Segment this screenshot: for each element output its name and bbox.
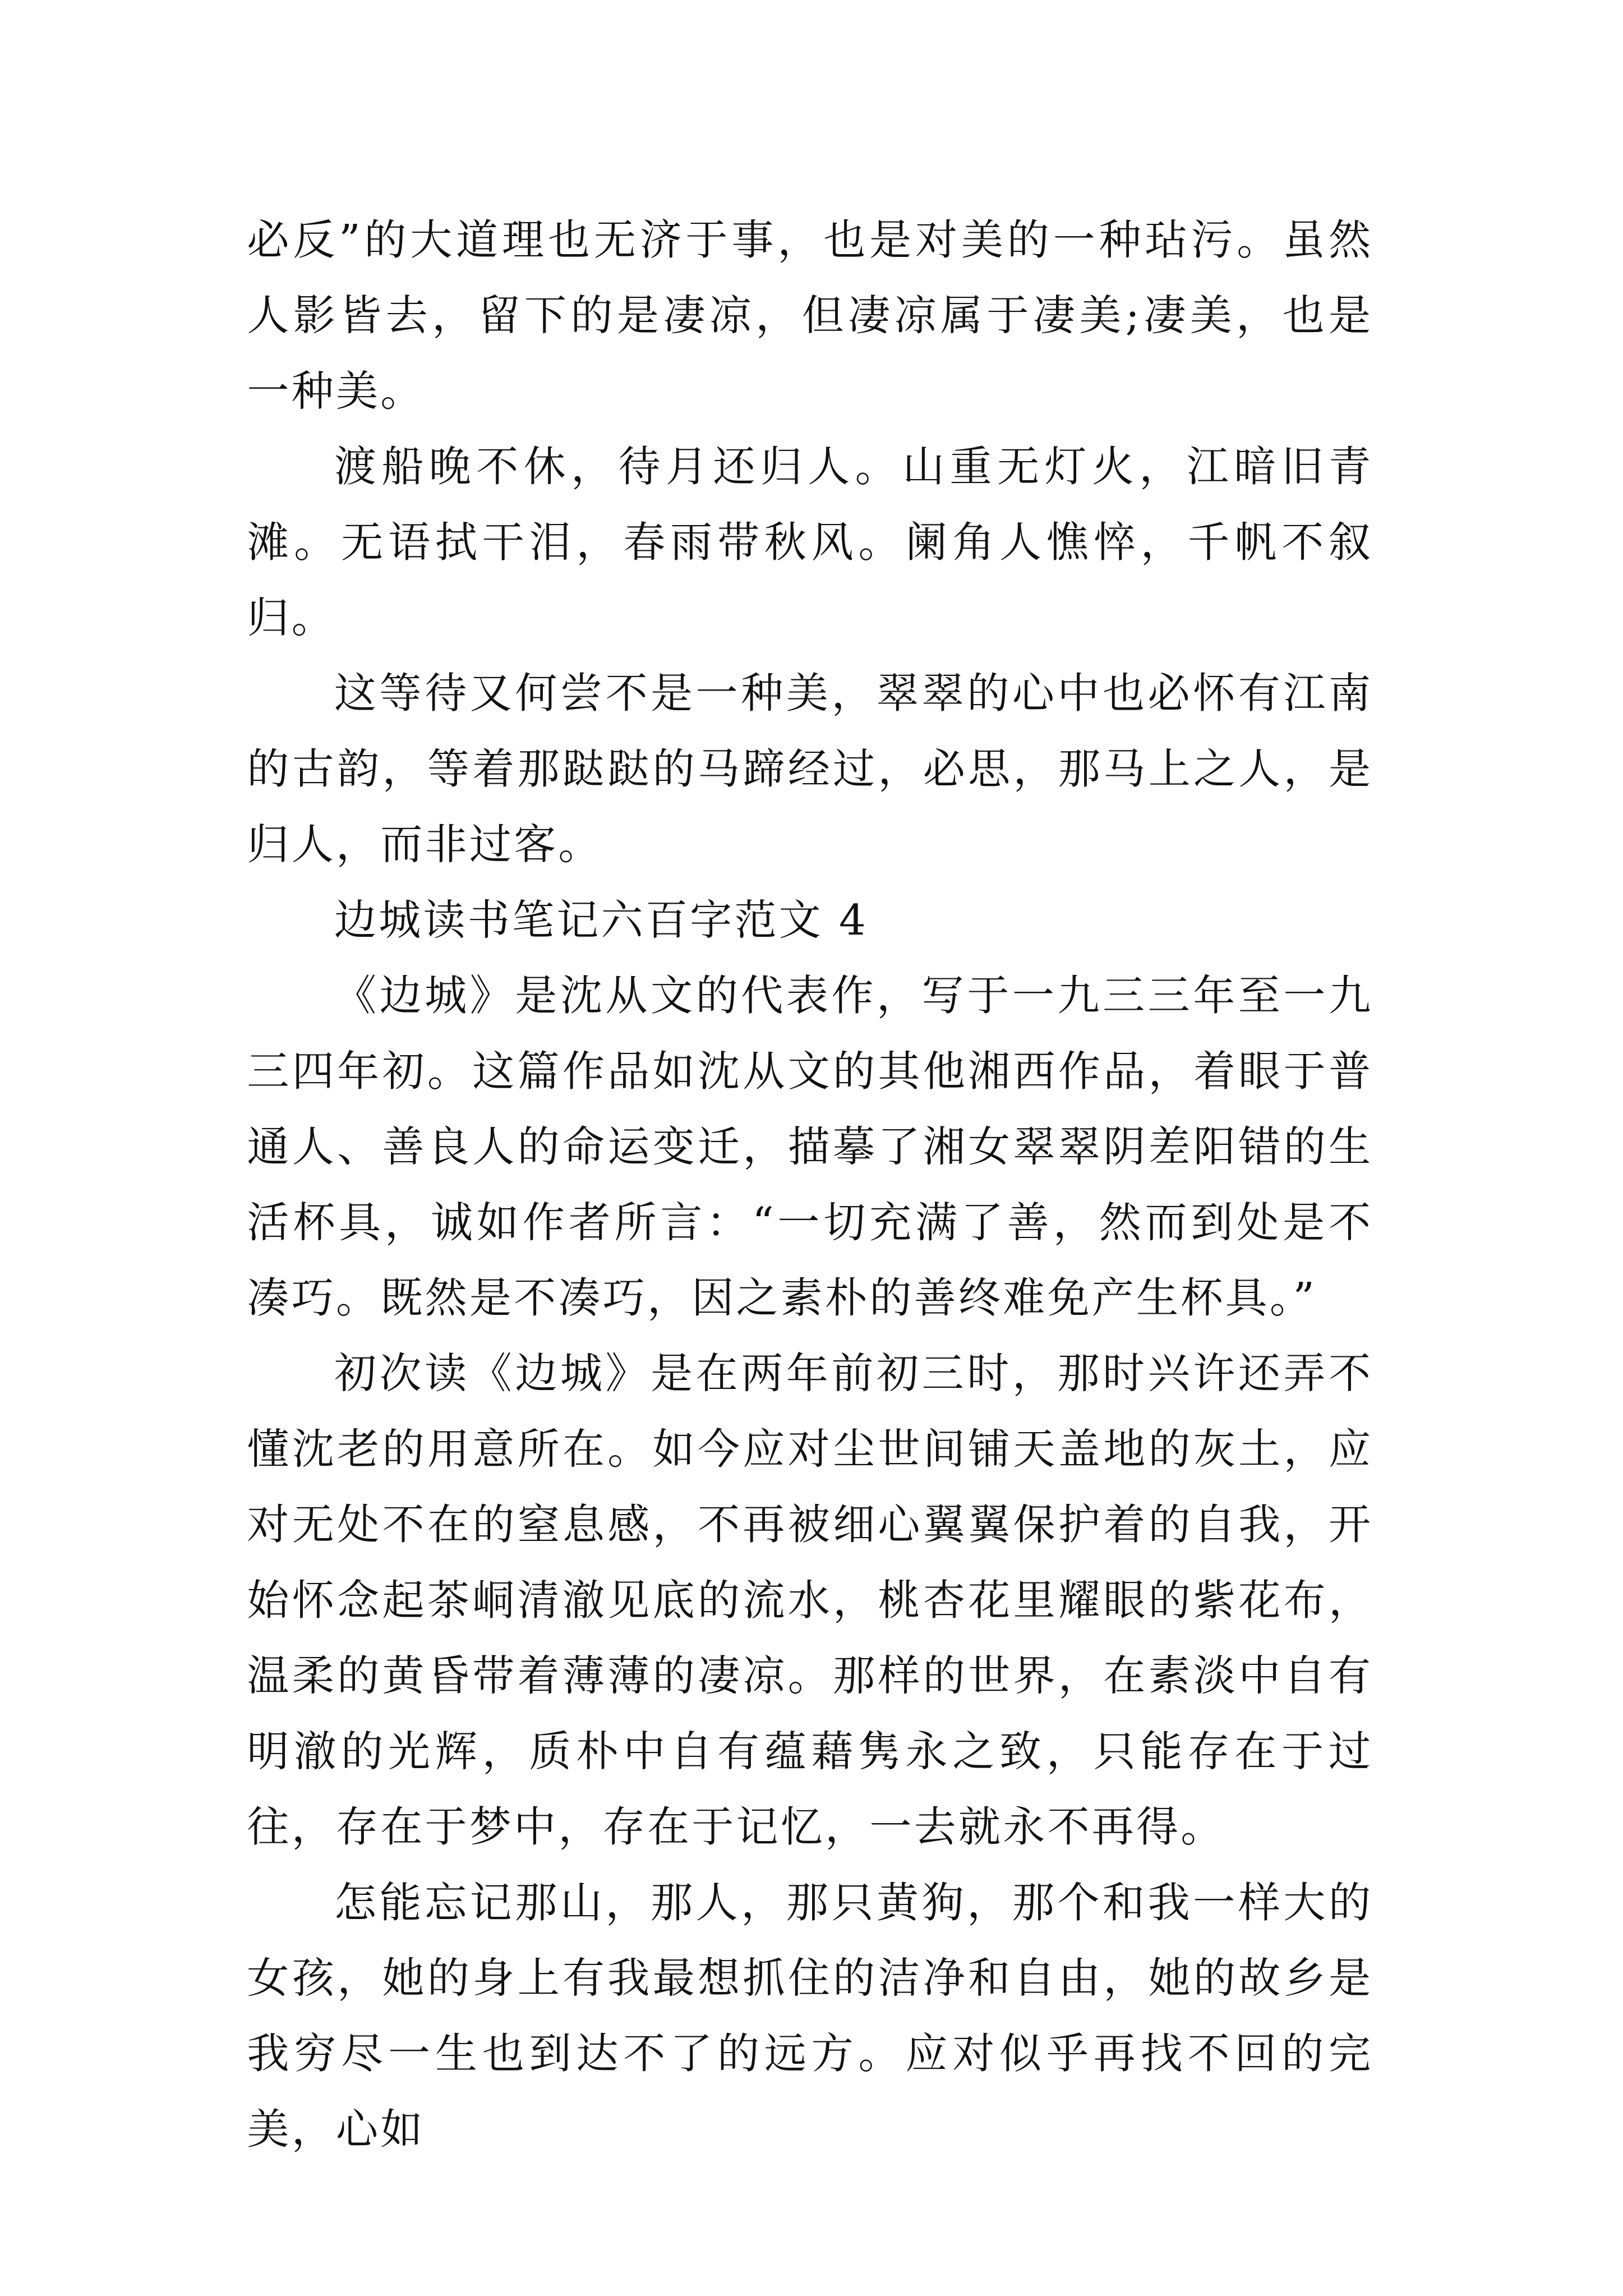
paragraph-memory: 怎能忘记那山，那人，那只黄狗，那个和我一样大的女孩，她的身上有我最想抓住的洁净和自由，她的故乡是我穷尽一生也到达不了的远方。应对似乎再找不回的完美，心如 [247,1878,1373,2154]
paragraph-poem: 渡船晚不休，待月还归人。山重无灯火，江暗旧青滩。无语拭干泪，春雨带秋风。阑角人憔悴，千帆不叙归。 [247,441,1373,643]
paragraph-continuation: 必反”的大道理也无济于事，也是对美的一种玷污。虽然人影皆去，留下的是凄凉，但凄凉属于凄美;凄美，也是一种美。 [247,215,1373,416]
body-text [247,202,1373,2167]
paragraph-waiting: 这等待又何尝不是一种美，翠翠的心中也必怀有江南的古韵，等着那跶跶的马蹄经过，必思，那马上之人，是归人，而非过客。 [247,668,1373,869]
paragraph-intro: 《边城》是沈从文的代表作，写于一九三三年至一九三四年初。这篇作品如沈从文的其他湘西作品，着眼于普通人、善良人的命运变迁，描摹了湘女翠翠阴差阳错的生活杯具，诚如作者所言：“一切充满了善，然而到处是不凑巧。既然是不凑巧，因之素朴的善终难免产生杯具。” [247,970,1373,1323]
paragraph-first-reading: 初次读《边城》是在两年前初三时，那时兴许还弄不懂沈老的用意所在。如今应对尘世间铺天盖地的灰土，应对无处不在的窒息感，不再被细心翼翼保护着的自我，开始怀念起茶峒清澈见底的流水，桃杏花里耀眼的紫花布，温柔的黄昏带着薄薄的凄凉。那样的世界，在素淡中自有明澈的光辉，质朴中自有蕴藉隽永之致，只能存在于过往，存在于梦中，存在于记忆，一去就永不再得。 [247,1349,1373,1852]
section-heading: 边城读书笔记六百字范文 4 [334,895,868,945]
